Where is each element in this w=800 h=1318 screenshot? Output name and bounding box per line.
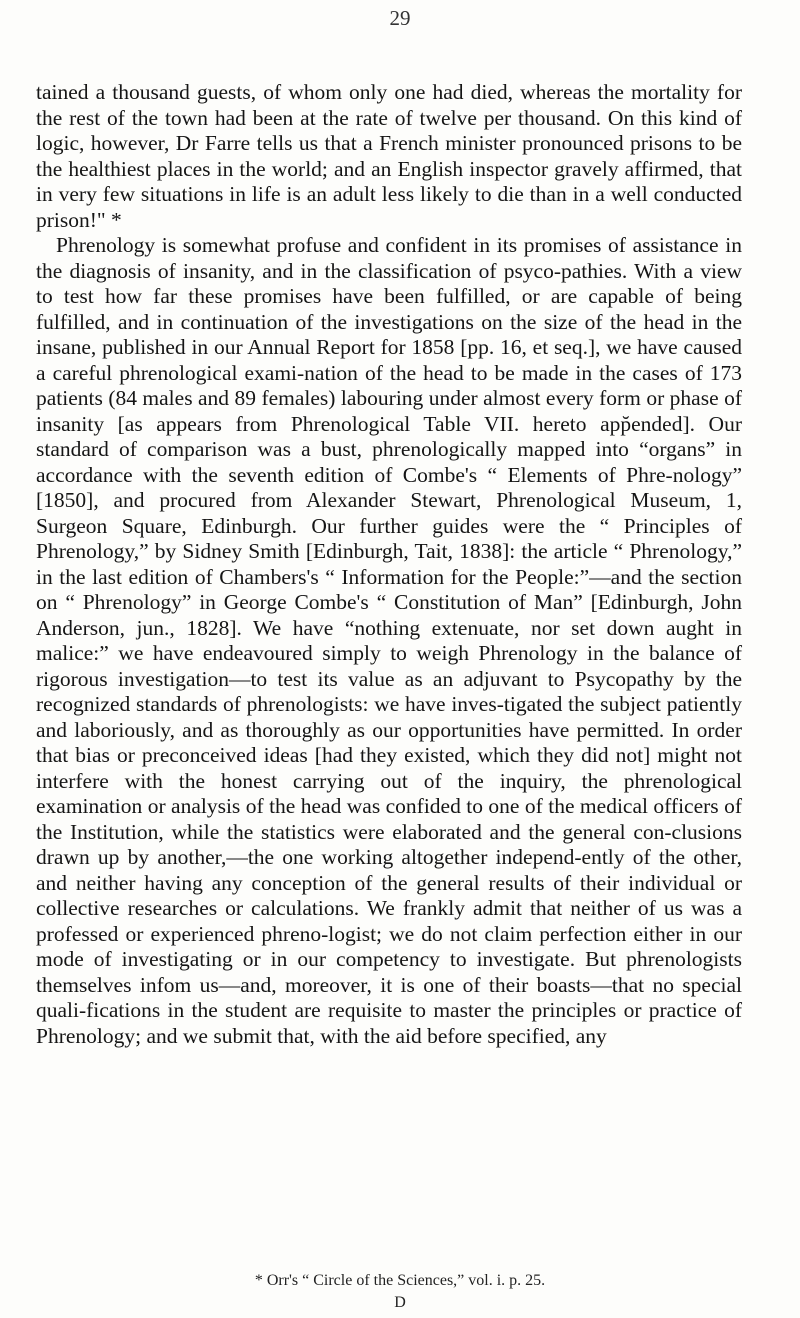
footnote: * Orr's “ Circle of the Sciences,” vol. i. p. 25. <box>254 1272 546 1289</box>
paragraph-2: Phrenology is somewhat profuse and confident in its promises of assistance in the diagnosis of insanity, and in the classification of psyco-pathies. With a view to test how far these promises have been fulfilled, or are capable of being fulfilled, and in continuation of the investigations on the size of the head in the insane, published in our Annual Report for 1858 [pp. 16, et seq.], we have caused a careful phrenological exami-nation of the head to be made in the cases of 173 patients (84 males and 89 females) labouring under almost every form or phase of insanity [as appears from Phrenological Table VII. hereto app̆ended]. Our standard of comparison was a bust, phrenologically mapped into “organs” in accordance with the seventh edition of Combe's “ Elements of Phre-nology” [1850], and procured from Alexander Stewart, Phrenological Museum, 1, Surgeon Square, Edinburgh. Our further guides were the “ Principles of Phrenology,” by Sidney Smith [Edinburgh, Tait, 1838]: the article “ Phrenology,” in the last edition of Chambers's “ Information for the People:”—and the section on “ Phrenology” in George Combe's “ Constitution of Man” [Edinburgh, John Anderson, jun., 1828]. We have “nothing extenuate, nor set down aught in malice:” we have endeavoured simply to weigh Phrenology in the balance of rigorous investigation—to test its value as an adjuvant to Psycopathy by the recognized standards of phrenologists: we have inves-tigated the subject patiently and laboriously, and as thoroughly as our opportunities have permitted. In order that bias or preconceived ideas [had they existed, which they did not] might not interfere with the honest carrying out of the inquiry, the phrenological examination or analysis of the head was confided to one of the medical officers of the Institution, while the statistics were elaborated and the general con-clusions drawn up by another,—the one working altogether independ-ently of the other, and neither having any conception of the general results of their individual or collective researches or calculations. We frankly admit that neither of us was a professed or experienced phreno-logist; we do not claim perfection either in our mode of investigating or in our competency to investigate. But phrenologists themselves infom us—and, moreover, it is one of their boasts—that no special quali-fications in the student are requisite to master the principles or practice of Phrenology; and we submit that, with the aid before specified, any <box>36 233 742 1048</box>
page-number: 29 <box>389 6 411 30</box>
paragraph-1: tained a thousand guests, of whom only one had died, whereas the mortality for the rest of the town had been at the rate of twelve per thousand. On this kind of logic, however, Dr Farre tells us that a French minister pronounced prisons to be the healthiest places in the world; and an English inspector gravely affirmed, that in very few situations in life is an adult less likely to die than in a well conducted prison!" * <box>36 80 742 232</box>
signature-mark: D <box>394 1294 406 1311</box>
body-text <box>36 80 742 1049</box>
